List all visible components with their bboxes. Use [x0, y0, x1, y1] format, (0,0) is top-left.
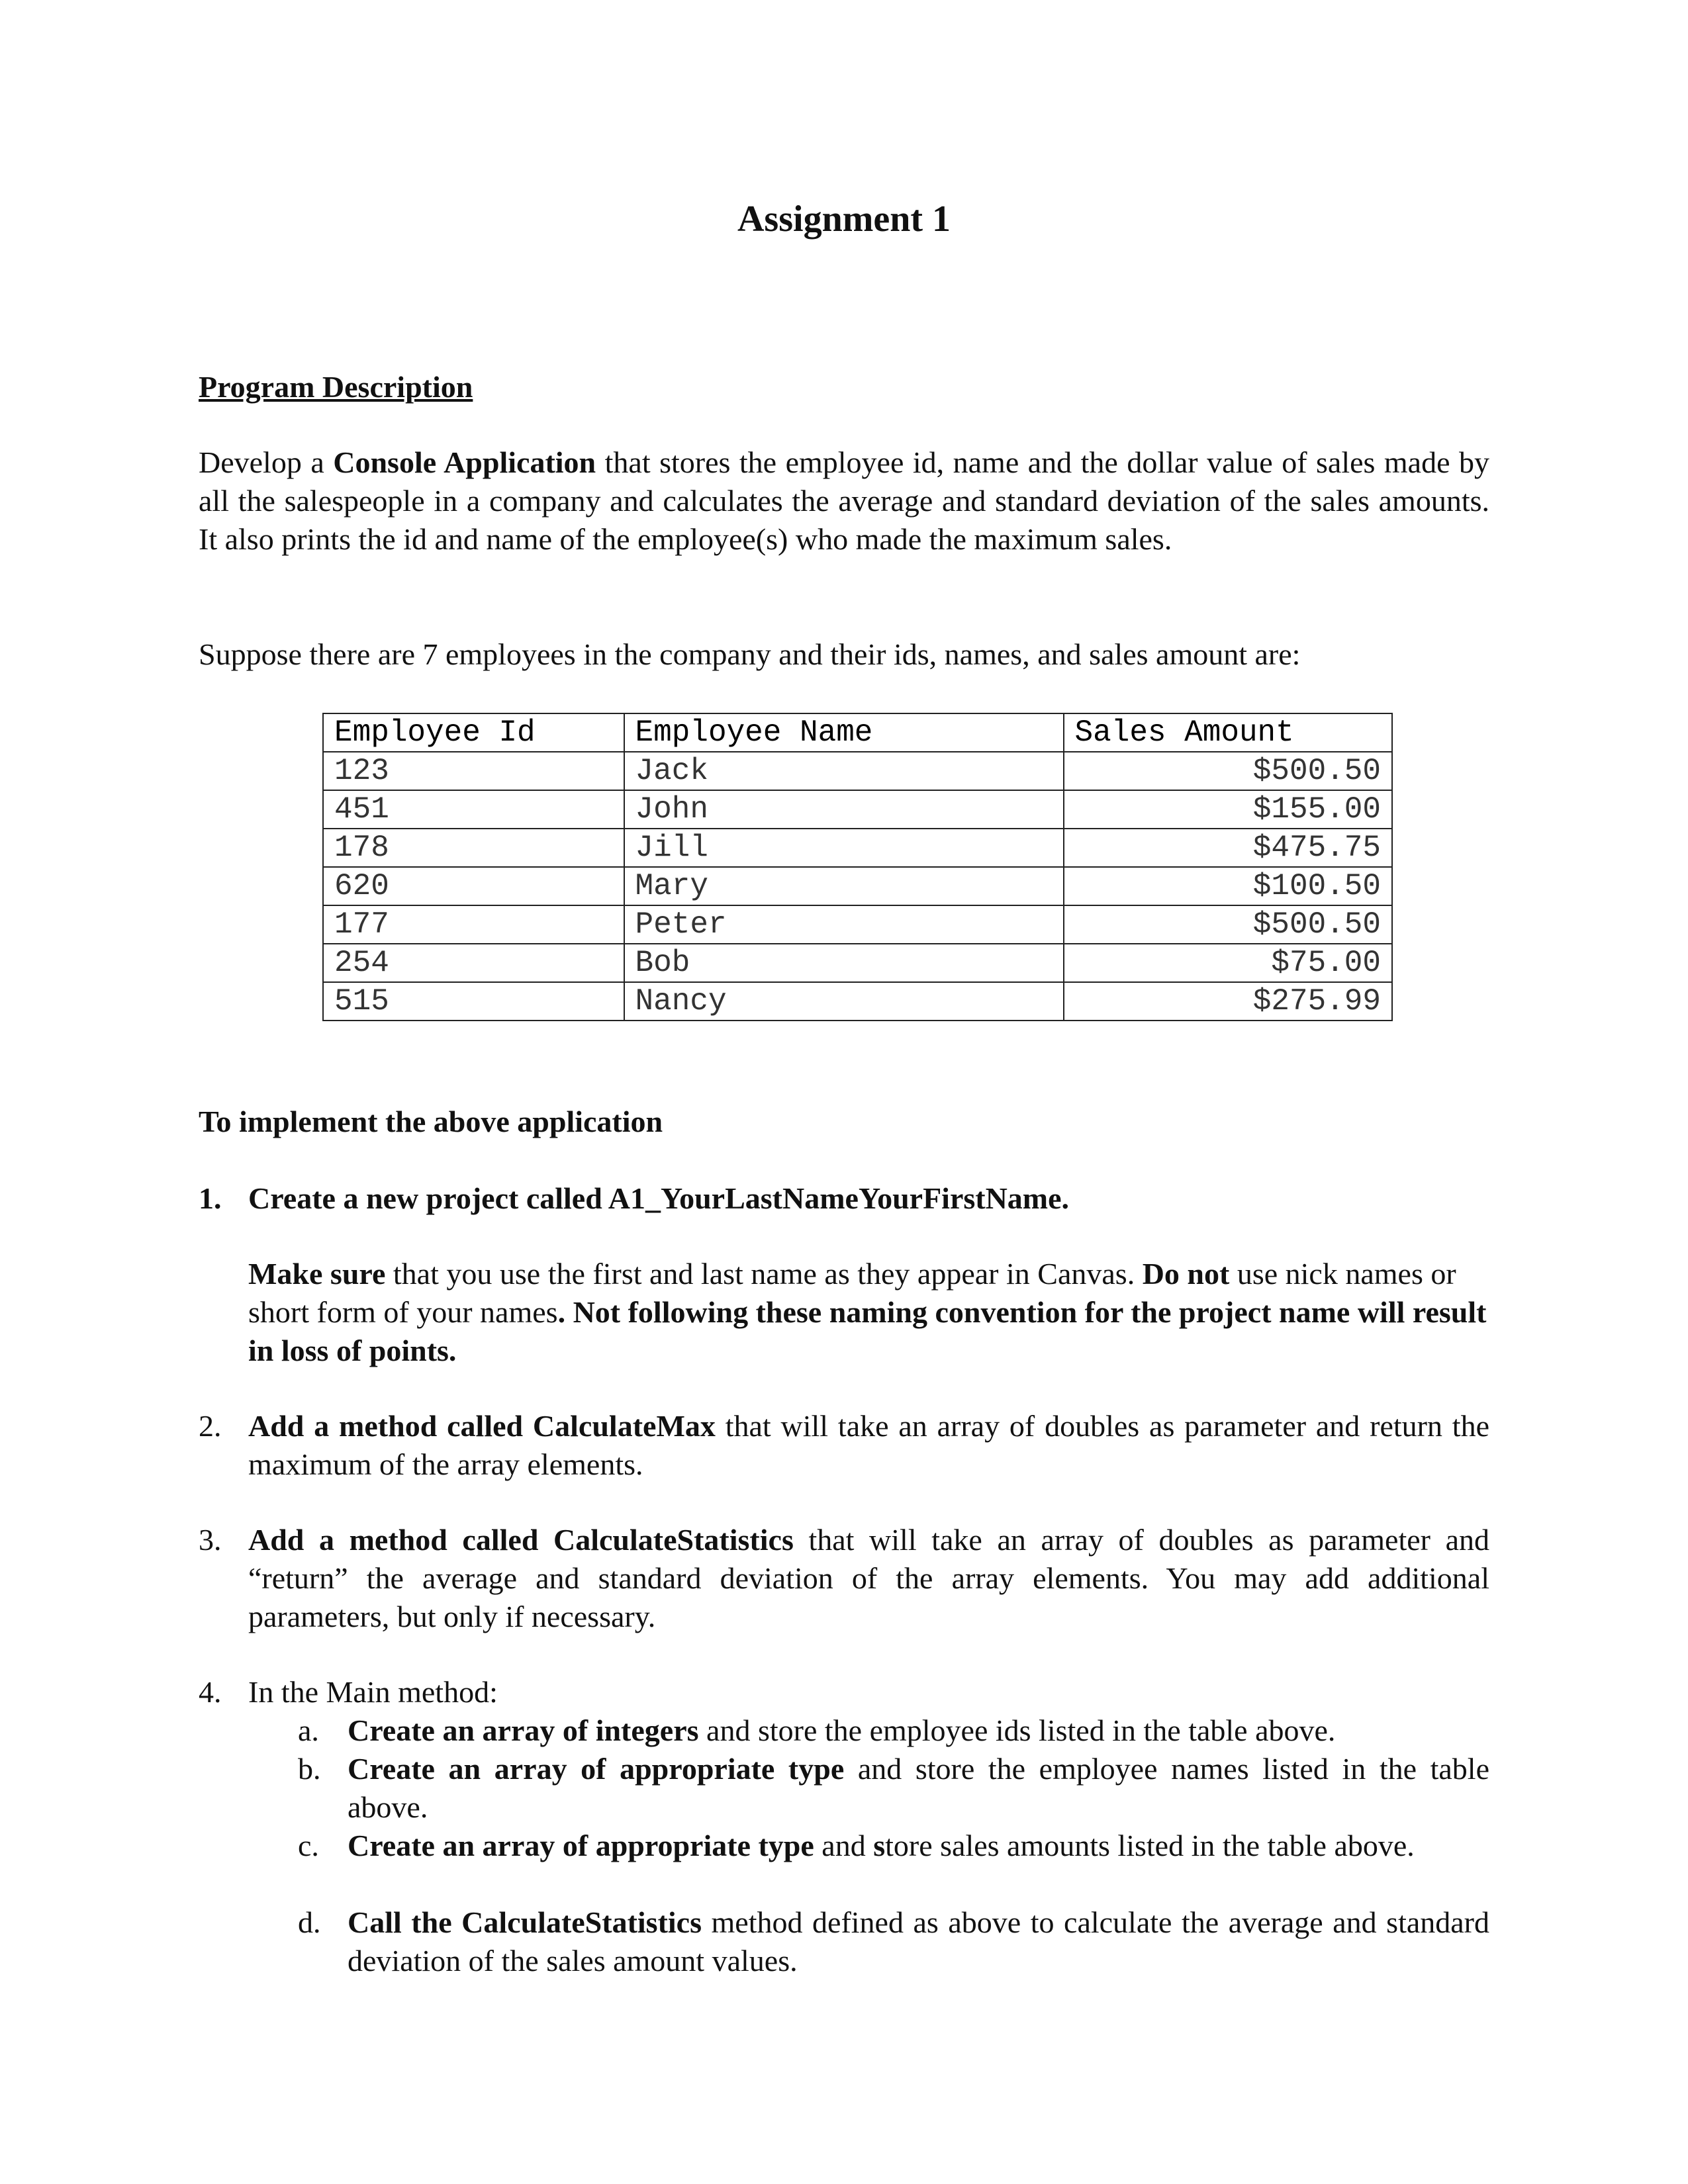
do-not-emphasis: Do not [1142, 1257, 1230, 1291]
employee-name-cell: Bob [624, 944, 1064, 982]
employee-id-cell: 123 [323, 752, 624, 790]
step-text: that will take an array of doubles as parameter and return the maximum of the array elements. [248, 1409, 1490, 1481]
sub-step-body [348, 1903, 1489, 1980]
step-body [248, 1179, 1489, 1218]
header-employee-id: Employee Id [323, 713, 624, 752]
employee-name-cell: Jill [624, 829, 1064, 867]
employee-id-cell: 254 [323, 944, 624, 982]
sub-step-text: and [814, 1829, 874, 1862]
sub-step-emphasis: Create an array of appropriate type [348, 1829, 814, 1862]
sub-step-body [348, 1711, 1489, 1750]
table-row [323, 905, 1392, 944]
sub-step-emphasis: Create an array of appropriate type [348, 1752, 845, 1786]
sub-step-bold-letter: s [873, 1829, 886, 1862]
employee-name-cell: Jack [624, 752, 1064, 790]
table-row [323, 790, 1392, 829]
step-text: that will take an array of doubles as parameter and “return” the average and standard deviation of the array elements. You may add additional parameters, but only if necessary. [248, 1523, 1489, 1633]
console-application-emphasis: Console Application [333, 445, 596, 479]
step-number: 3. [199, 1523, 222, 1557]
step-body [248, 1521, 1489, 1636]
table-row [323, 829, 1392, 867]
note-text: that you use the first and last name as they appear in Canvas. [385, 1257, 1143, 1291]
sub-step-letter: a. [298, 1713, 319, 1747]
sub-step-letter: c. [298, 1829, 319, 1862]
sales-amount-cell: $475.75 [1064, 829, 1393, 867]
sub-step-body [348, 1750, 1489, 1827]
sales-amount-cell: $500.50 [1064, 905, 1393, 944]
table-row [323, 867, 1392, 905]
sub-step-body [348, 1827, 1489, 1865]
employee-id-cell: 515 [323, 982, 624, 1021]
program-description-paragraph [199, 443, 1489, 559]
page-title: Assignment 1 [737, 199, 951, 240]
sub-step-emphasis: Call the CalculateStatistics [348, 1905, 702, 1939]
make-sure-emphasis: Make sure [248, 1257, 386, 1291]
employee-name-cell: Nancy [624, 982, 1064, 1021]
employee-id-cell: 620 [323, 867, 624, 905]
sub-step-emphasis: Create an array of integers [348, 1713, 699, 1747]
sales-amount-cell: $100.50 [1064, 867, 1393, 905]
header-employee-name: Employee Name [624, 713, 1064, 752]
step-number: 2. [199, 1409, 222, 1443]
sub-step-text: method defined as above to calculate the average and standard deviation of the sales amount values. [348, 1905, 1490, 1978]
step-body [248, 1407, 1489, 1484]
intro-text: Develop a [199, 445, 334, 479]
step-number: 4. [199, 1675, 222, 1709]
employee-name-cell: Peter [624, 905, 1064, 944]
sub-step-letter: d. [298, 1905, 321, 1939]
implement-heading: To implement the above application [199, 1105, 663, 1138]
sub-step-text: tore sales amounts listed in the table above. [885, 1829, 1415, 1862]
employee-name-cell: Mary [624, 867, 1064, 905]
note-text: use nick names or short form of your names [248, 1257, 1456, 1329]
sales-amount-cell: $275.99 [1064, 982, 1393, 1021]
intro-text-rest: that stores the employee id, name and the dollar value of sales made by all the salespeople in a company and calculates the average and standard deviation of the sales amounts. It also prints the id and name of the employee(s) who made the maximum sales. [199, 445, 1489, 556]
employee-id-cell: 451 [323, 790, 624, 829]
calculate-statistics-instruction: Add a method called CalculateStatistics [248, 1523, 794, 1557]
table-row [323, 752, 1392, 790]
table-row [323, 982, 1392, 1021]
employee-id-cell: 178 [323, 829, 624, 867]
naming-convention-note [248, 1255, 1489, 1370]
suppose-paragraph: Suppose there are 7 employees in the company and their ids, names, and sales amount are: [199, 637, 1301, 671]
sub-step-text: and store the employee names listed in the table above. [348, 1752, 1490, 1824]
header-sales-amount: Sales Amount [1064, 713, 1393, 752]
table-header-row [323, 713, 1392, 752]
employee-name-cell: John [624, 790, 1064, 829]
create-project-instruction: Create a new project called A1_YourLastNameYourFirstName. [248, 1181, 1070, 1215]
sales-amount-cell: $155.00 [1064, 790, 1393, 829]
sales-amount-cell: $500.50 [1064, 752, 1393, 790]
penalty-warning: . Not following these naming convention for the project name will result in loss of points. [248, 1295, 1487, 1367]
sub-step-letter: b. [298, 1752, 321, 1786]
sales-amount-cell: $75.00 [1064, 944, 1393, 982]
table-row [323, 944, 1392, 982]
program-description-heading: Program Description [199, 370, 473, 404]
step-body: In the Main method: [248, 1675, 498, 1709]
calculate-max-instruction: Add a method called CalculateMax [248, 1409, 716, 1443]
step-number: 1. [199, 1181, 222, 1215]
sub-step-text: and store the employee ids listed in the table above. [698, 1713, 1336, 1747]
employee-table [322, 713, 1393, 1021]
employee-id-cell: 177 [323, 905, 624, 944]
